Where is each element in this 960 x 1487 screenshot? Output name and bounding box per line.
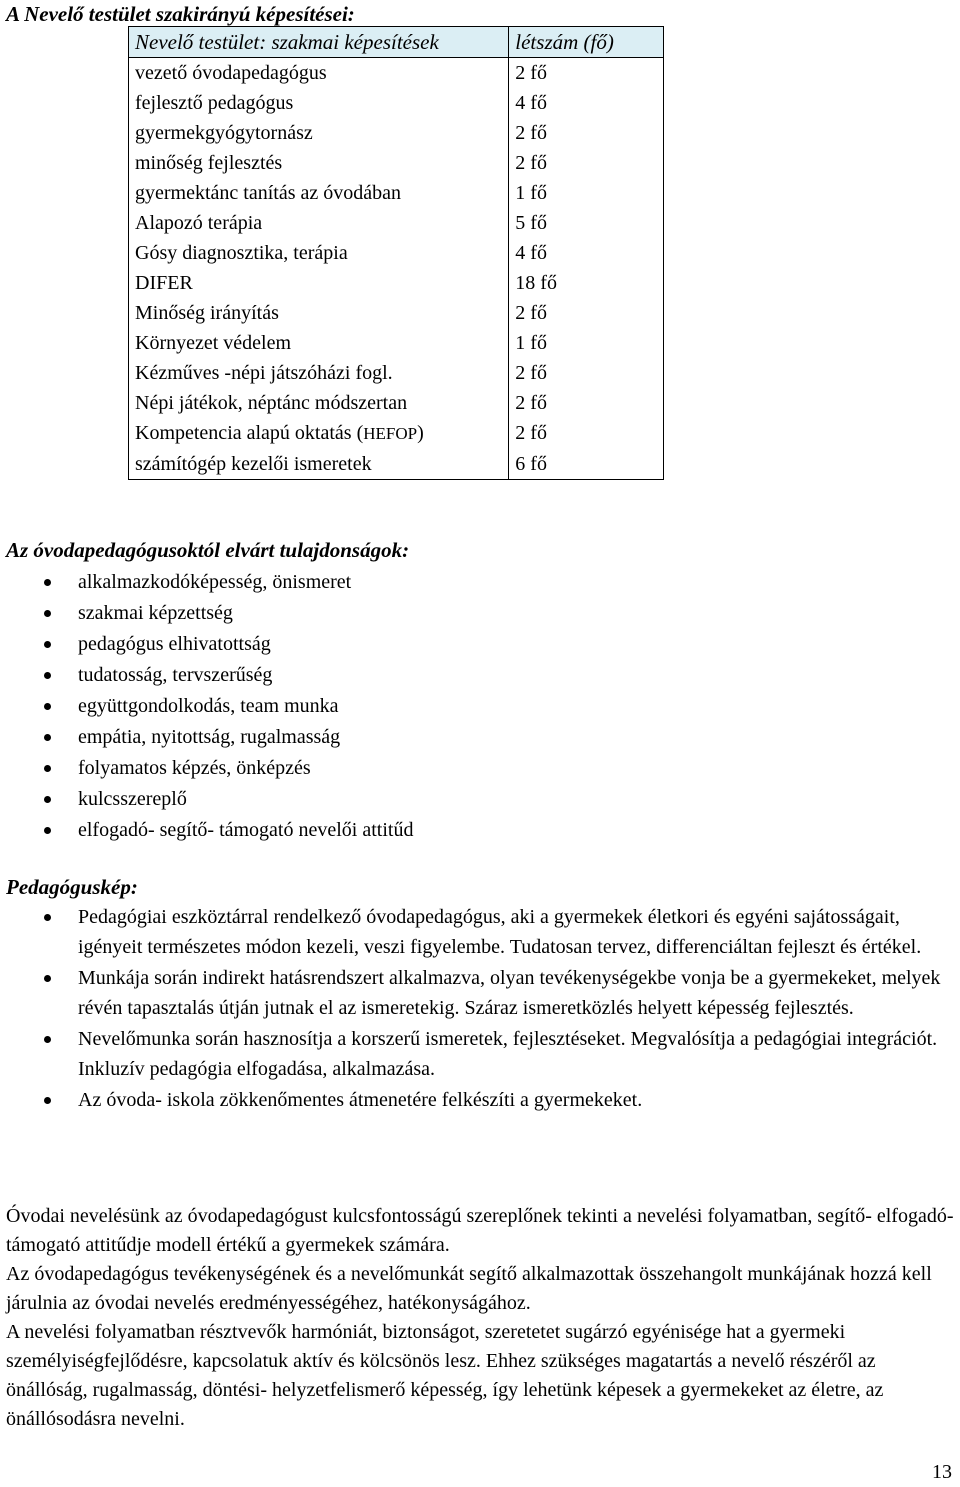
list-item xyxy=(0,660,413,691)
header-headcount: létszám (fő) xyxy=(509,27,664,58)
paragraph: A nevelési folyamatban résztvevők harmóniát, biztonságot, szeretetet sugárzó egyénisége hat a gyermeki személyiségfejlődésre, kapcsolatuk aktív és kölcsönös lesz. Ehhez szükséges magatartás a nevelő részéről az önállóság, rugalmasság, döntési- helyzetfelismerő képesség, így lehetünk képesek a gyermekeket az életre, az önállósodásra nevelni. xyxy=(6,1321,884,1430)
qualification-name: fejlesztő pedagógus xyxy=(129,88,509,118)
qualification-count: 1 fő xyxy=(509,328,664,358)
bullet-icon xyxy=(44,765,51,772)
qualification-name: vezető óvodapedagógus xyxy=(129,58,509,89)
bullet-icon xyxy=(44,1097,51,1104)
list-item-text: pedagógus elhivatottság xyxy=(78,633,271,655)
table-row xyxy=(129,88,664,118)
paragraph: Az óvodapedagógus tevékenységének és a nevelőmunkát segítő alkalmazottak összehangolt munkájának hozzá kell járulnia az óvodai nevelés eredményességéhez, hatékonyságához. xyxy=(6,1263,932,1314)
list-item-text: elfogadó- segítő- támogató nevelői attitűd xyxy=(78,819,414,841)
bullet-icon xyxy=(44,796,51,803)
list-item xyxy=(0,629,413,660)
qualification-count: 6 fő xyxy=(509,449,664,480)
bullet-icon xyxy=(44,672,51,679)
list-item-text: Nevelőmunka során hasznosítja a korszerű ismeretek, fejlesztéseket. Megvalósítja a pedagógiai integrációt. Inkluzív pedagógia elfogadása, alkalmazása. xyxy=(78,1028,938,1080)
qualification-count: 2 fő xyxy=(509,358,664,388)
table-row xyxy=(129,58,664,89)
qualification-count: 2 fő xyxy=(509,298,664,328)
list-item xyxy=(0,1025,950,1084)
table-row xyxy=(129,268,664,298)
list-item xyxy=(0,903,950,962)
qualification-count: 4 fő xyxy=(509,88,664,118)
list-item-text: Az óvoda- iskola zökkenőmentes átmenetére felkészíti a gyermekeket. xyxy=(78,1089,643,1111)
list-item xyxy=(0,784,413,815)
list-item-text: alkalmazkodóképesség, önismeret xyxy=(78,571,352,593)
qualification-name: Környezet védelem xyxy=(129,328,509,358)
list-item xyxy=(0,567,413,598)
bullet-icon xyxy=(44,610,51,617)
bullet-icon xyxy=(44,579,51,586)
list-item xyxy=(0,1086,950,1116)
table-row xyxy=(129,358,664,388)
qualifications-table xyxy=(128,26,664,480)
bullet-icon xyxy=(44,703,51,710)
traits-list xyxy=(0,567,413,846)
qualification-count: 2 fő xyxy=(509,148,664,178)
qualification-name xyxy=(129,418,509,449)
bullet-icon xyxy=(44,975,51,982)
bullet-icon xyxy=(44,914,51,921)
list-item-text: kulcsszereplő xyxy=(78,788,187,810)
table-row xyxy=(129,238,664,268)
qualification-name: számítógép kezelői ismeretek xyxy=(129,449,509,480)
table-row xyxy=(129,208,664,238)
traits-section-heading: Az óvodapedagógusoktól elvárt tulajdonságok: xyxy=(6,538,410,562)
list-item xyxy=(0,722,413,753)
list-item xyxy=(0,815,413,846)
table-row xyxy=(129,418,664,449)
qualification-name: Kézműves -népi játszóházi fogl. xyxy=(129,358,509,388)
qualification-name-end: ) xyxy=(417,422,424,444)
qualification-name: minőség fejlesztés xyxy=(129,148,509,178)
qualification-name: Népi játékok, néptánc módszertan xyxy=(129,388,509,418)
list-item-text: együttgondolkodás, team munka xyxy=(78,695,339,717)
list-item-text: empátia, nyitottság, rugalmasság xyxy=(78,726,341,748)
bullet-icon xyxy=(44,1036,51,1043)
list-item-text: Pedagógiai eszköztárral rendelkező óvodapedagógus, aki a gyermekek életkori és egyéni sajátosságait, igényeit természetes módon kezeli, veszi figyelembe. Tudatosan tervez, differenciáltan fejleszt és értékel. xyxy=(78,906,922,958)
table-row xyxy=(129,328,664,358)
table-header-row xyxy=(129,27,664,58)
list-item-text: szakmai képzettség xyxy=(78,602,233,624)
table-row xyxy=(129,298,664,328)
bullet-icon xyxy=(44,641,51,648)
qualification-name-abbrev: HEFOP xyxy=(363,424,418,443)
qualification-name: Alapozó terápia xyxy=(129,208,509,238)
table-row xyxy=(129,148,664,178)
paragraph: Óvodai nevelésünk az óvodapedagógust kulcsfontosságú szereplőnek tekinti a nevelési folyamatban, segítő- elfogadó- támogató attitűdje modell értékű a gyermekek számára. xyxy=(6,1205,954,1256)
qualification-count: 2 fő xyxy=(509,418,664,449)
table-row xyxy=(129,449,664,480)
portrait-list xyxy=(0,903,960,1118)
list-item-text: tudatosság, tervszerűség xyxy=(78,664,273,686)
list-item-text: Munkája során indirekt hatásrendszert alkalmazva, olyan tevékenységekbe vonja be a gyermekeket, melyek révén tapasztalás útján jutnak el az ismeretekig. Száraz ismeretközlés helyett képesség fejlesztés. xyxy=(78,967,941,1019)
qualification-name: Minőség irányítás xyxy=(129,298,509,328)
list-item-text: folyamatos képzés, önképzés xyxy=(78,757,311,779)
qualification-count: 2 fő xyxy=(509,388,664,418)
bullet-icon xyxy=(44,827,51,834)
table-row xyxy=(129,388,664,418)
qualification-count: 1 fő xyxy=(509,178,664,208)
page-number: 13 xyxy=(932,1461,952,1483)
qualification-name: gyermektánc tanítás az óvodában xyxy=(129,178,509,208)
qualification-count: 2 fő xyxy=(509,118,664,148)
qualification-count: 4 fő xyxy=(509,238,664,268)
list-item xyxy=(0,753,413,784)
qualification-count: 2 fő xyxy=(509,58,664,89)
list-item xyxy=(0,964,950,1023)
list-item xyxy=(0,691,413,722)
body-paragraphs xyxy=(6,1202,954,1434)
bullet-icon xyxy=(44,734,51,741)
table-row xyxy=(129,118,664,148)
staff-section-heading: A Nevelő testület szakirányú képesítései: xyxy=(6,2,355,26)
portrait-section-heading: Pedagóguskép: xyxy=(6,875,138,899)
qualification-name: DIFER xyxy=(129,268,509,298)
qualification-name: Gósy diagnosztika, terápia xyxy=(129,238,509,268)
qualification-name-main: Kompetencia alapú oktatás ( xyxy=(135,422,364,444)
header-qualifications: Nevelő testület: szakmai képesítések xyxy=(129,27,509,58)
qualification-name: gyermekgyógytornász xyxy=(129,118,509,148)
qualification-count: 18 fő xyxy=(509,268,664,298)
qualification-count: 5 fő xyxy=(509,208,664,238)
list-item xyxy=(0,598,413,629)
table-row xyxy=(129,178,664,208)
